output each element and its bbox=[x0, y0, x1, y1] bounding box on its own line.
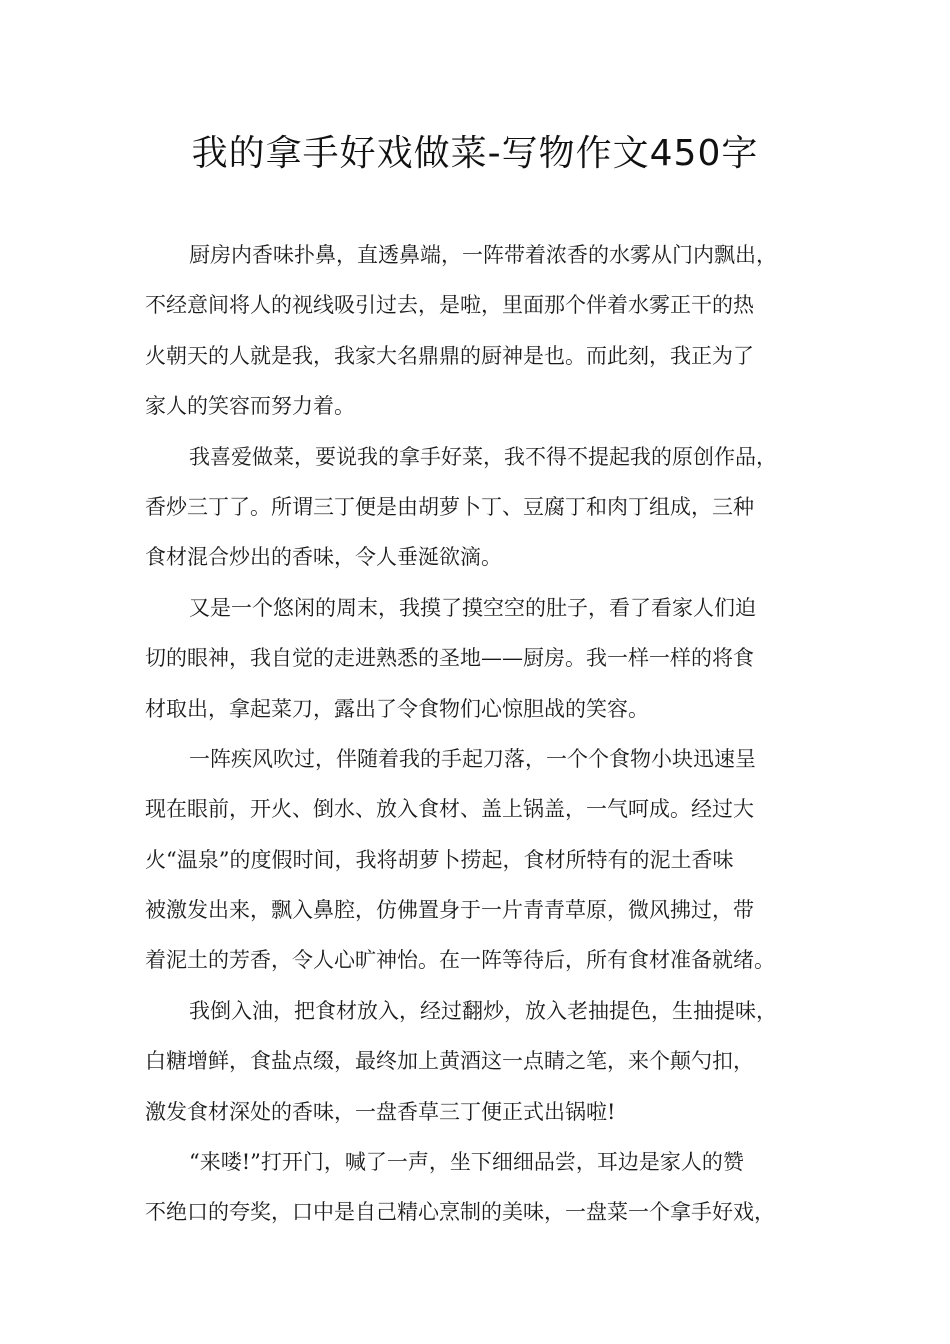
text-line: 又是一个悠闲的周末，我摸了摸空空的肚子，看了看家人们迫 bbox=[189, 595, 756, 620]
text-line: 我倒入油，把食材放入，经过翻炒，放入老抽提色，生抽提味， bbox=[189, 998, 777, 1023]
paragraph bbox=[145, 432, 830, 583]
document-title: 我的拿手好戏做菜-写物作文450字 bbox=[191, 133, 759, 174]
text-line: 激发食材深处的香味，一盘香草三丁便正式出锅啦! bbox=[145, 1099, 616, 1124]
text-line: 材取出，拿起菜刀，露出了令食物们心惊胆战的笑容。 bbox=[145, 696, 649, 721]
text-line: 被激发出来，飘入鼻腔，仿佛置身于一片青青草原，微风拂过，带 bbox=[145, 898, 754, 923]
text-line: 家人的笑容而努力着。 bbox=[145, 394, 355, 419]
text-line: 火朝天的人就是我，我家大名鼎鼎的厨神是也。而此刻，我正为了 bbox=[145, 343, 754, 368]
text-line: 不绝口的夸奖，口中是自己精心烹制的美味，一盘菜一个拿手好戏， bbox=[145, 1200, 775, 1225]
text-line: 白糖增鲜，食盐点缀，最终加上黄酒这一点睛之笔，来个颠勺扣， bbox=[145, 1049, 754, 1074]
text-line: 香炒三丁了。所谓三丁便是由胡萝卜丁、豆腐丁和肉丁组成，三种 bbox=[145, 494, 754, 519]
paragraph bbox=[145, 1137, 830, 1238]
text-line: 火“温泉”的度假时间，我将胡萝卜捞起，食材所特有的泥土香味 bbox=[145, 847, 734, 872]
paragraph bbox=[145, 583, 830, 734]
text-line: 切的眼神，我自觉的走进熟悉的圣地——厨房。我一样一样的将食 bbox=[145, 646, 754, 671]
paragraph bbox=[145, 734, 830, 986]
paragraph bbox=[145, 230, 830, 432]
text-line: 食材混合炒出的香味，令人垂涎欲滴。 bbox=[145, 545, 502, 570]
document-body bbox=[145, 230, 830, 1238]
text-line: 现在眼前，开火、倒水、放入食材、盖上锅盖，一气呵成。经过大 bbox=[145, 797, 754, 822]
text-line: 厨房内香味扑鼻，直透鼻端，一阵带着浓香的水雾从门内飘出， bbox=[189, 243, 777, 267]
text-line: 不经意间将人的视线吸引过去，是啦，里面那个伴着水雾正干的热 bbox=[145, 293, 754, 318]
text-line: 我喜爱做菜，要说我的拿手好菜，我不得不提起我的原创作品， bbox=[189, 444, 777, 469]
text-line: 一阵疾风吹过，伴随着我的手起刀落，一个个食物小块迅速呈 bbox=[189, 746, 756, 771]
paragraph bbox=[145, 986, 830, 1137]
text-line: “来喽!”打开门，喊了一声，坐下细细品尝，耳边是家人的赞 bbox=[189, 1150, 744, 1175]
text-line: 着泥土的芳香，令人心旷神怡。在一阵等待后，所有食材准备就绪。 bbox=[145, 948, 775, 973]
